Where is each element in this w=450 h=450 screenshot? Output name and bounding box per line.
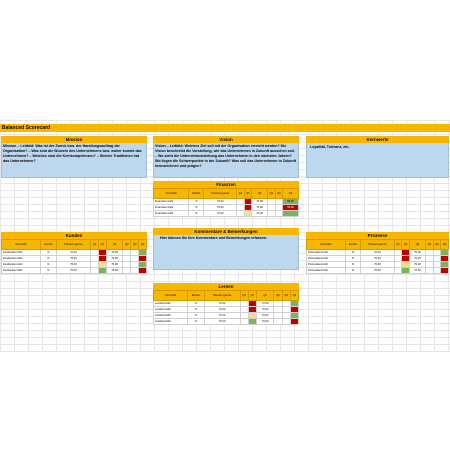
prozesse-cell[interactable]: Prozesskennzahl [307, 256, 346, 262]
finanzen-col-header: Q3 [283, 189, 299, 199]
prozesse-cell[interactable]: 70,00 [361, 268, 394, 274]
kunden-cell[interactable]: 70,00 [56, 268, 90, 274]
mission-text: Mission – Leitbild: Was ist der Zweck bzw. der Handlungsauftrag der Organisation? – Was sind die Wurzeln des Unternehmens bzw. woher kommt das Unternehmen? – Welches sind die Kernkompetenzen? – Welche Traditionen hat das Unternehmen? [3, 144, 142, 163]
prozesse-cell[interactable]: Prozesskennzahl [307, 268, 346, 274]
finanzen-col-header: Q3 [275, 189, 282, 199]
finanzen-table [153, 188, 299, 217]
kunden-cell[interactable] [123, 268, 131, 274]
lernen-cell[interactable]: 70,00 [256, 307, 273, 313]
lernen-col-header: Q2 [256, 291, 273, 301]
finanzen-col-header: Q2 [252, 189, 268, 199]
lernen-cell[interactable] [240, 319, 248, 325]
lernen-cell[interactable]: % [188, 319, 204, 325]
lernen-col-header: Kennzahl [154, 291, 188, 301]
prozesse-cell[interactable] [426, 268, 434, 274]
prozesse-col-header: Einheit [345, 240, 360, 250]
lernen-cell[interactable]: % [188, 313, 204, 319]
lernen-col-header: Q1 [248, 291, 256, 301]
finanzen-cell[interactable] [268, 211, 275, 217]
lernen-cell[interactable]: % [188, 301, 204, 307]
scorecard-title-bar [0, 124, 450, 132]
lernen-header-row [154, 291, 299, 301]
finanzen-cell[interactable]: 70,00 [204, 205, 237, 211]
lernen-col-header: Einheit [188, 291, 204, 301]
lernen-cell[interactable]: % [188, 307, 204, 313]
kunden-cell[interactable]: 70,00 [106, 256, 123, 262]
finanzen-cell[interactable]: 70,00 [252, 199, 268, 205]
finanzen-col-header: Q1 [237, 189, 244, 199]
prozesse-cell[interactable]: 70,00 [409, 256, 425, 262]
finanzen-cell[interactable]: 90,00 [283, 199, 299, 205]
prozesse-cell[interactable]: % [345, 250, 360, 256]
prozesse-cell[interactable]: 70,00 [409, 262, 425, 268]
prozesse-cell[interactable]: % [345, 268, 360, 274]
kommentare-header: Kommentare & Bemerkungen [153, 228, 299, 235]
kunden-row [2, 268, 147, 274]
finanzen-cell[interactable] [244, 211, 251, 217]
kunden-header-row [2, 240, 147, 250]
lernen-cell[interactable] [282, 319, 290, 325]
kunden-col-header: Toleranz-grenze [56, 240, 90, 250]
kunden-col-header: Einheit [41, 240, 57, 250]
lernen-cell[interactable]: Lernkennzahl [154, 301, 188, 307]
kunden-header: Kunden [1, 232, 147, 239]
finanzen-col-header: Einheit [189, 189, 204, 199]
finanzen-cell[interactable]: % [189, 199, 204, 205]
finanzen-cell[interactable] [283, 211, 299, 217]
finanzen-cell[interactable]: 70,00 [204, 211, 237, 217]
prozesse-cell[interactable]: 70,00 [361, 250, 394, 256]
finanzen-row [154, 211, 299, 217]
finanzen-header-row [154, 189, 299, 199]
finanzen-cell[interactable]: % [189, 205, 204, 211]
prozesse-col-header: Q3 [441, 240, 449, 250]
kunden-cell[interactable]: Kundenkennzahl [2, 250, 41, 256]
finanzen-cell[interactable]: 70,00 [204, 199, 237, 205]
lernen-cell[interactable]: 70,00 [204, 301, 240, 307]
lernen-cell[interactable]: 70,00 [204, 313, 240, 319]
prozesse-cell[interactable]: % [345, 262, 360, 268]
kunden-cell[interactable]: 70,00 [106, 262, 123, 268]
prozesse-header-row [307, 240, 449, 250]
lernen-header: Lernen [153, 283, 299, 290]
kunden-cell[interactable]: % [41, 262, 57, 268]
kunden-cell[interactable]: 70,00 [56, 256, 90, 262]
kunden-col-header: Q3 [139, 240, 147, 250]
kunden-cell[interactable]: 70,00 [106, 268, 123, 274]
kunden-col-header: Q2 [123, 240, 131, 250]
finanzen-header: Finanzen [153, 181, 299, 188]
finanzen-cell[interactable]: 70,00 [252, 211, 268, 217]
finanzen-col-header: Q1 [244, 189, 251, 199]
lernen-cell[interactable]: Lernkennzahl [154, 319, 188, 325]
lernen-col-header: Q3 [282, 291, 290, 301]
kunden-cell[interactable]: % [41, 256, 57, 262]
prozesse-cell[interactable]: 70,00 [409, 268, 425, 274]
kunden-cell[interactable]: Kundenkennzahl [2, 268, 41, 274]
prozesse-cell[interactable]: 70,00 [361, 256, 394, 262]
prozesse-cell[interactable]: 70,00 [409, 250, 425, 256]
kunden-col-header: Q3 [131, 240, 139, 250]
werte-header: Kernwerte [306, 136, 449, 143]
kunden-cell[interactable] [131, 268, 139, 274]
kunden-col-header: Q2 [106, 240, 123, 250]
lernen-row [154, 319, 299, 325]
kunden-cell[interactable]: % [41, 268, 57, 274]
finanzen-cell[interactable]: Finanzkennzahl [154, 211, 189, 217]
prozesse-col-header: Toleranz-grenze [361, 240, 394, 250]
finanzen-cell[interactable] [275, 211, 282, 217]
prozesse-col-header: Q3 [433, 240, 441, 250]
prozesse-col-header: Q1 [394, 240, 402, 250]
lernen-col-header: Q1 [240, 291, 248, 301]
vision-header: Vision [153, 136, 299, 143]
vision-text: Vision – Leitbild: Welches Ziel soll mit der Organisation erreicht werden? Die Vision beschreibt die Vorstellung, wie das Unternehmen in Zukunft aussehen soll. – Wo sieht die Unternehmensleitung das Unternehmen in den nächsten Jahren? Wo liegen die Schwerpunkte in der Zukunft? Was soll das Unternehmen in Zukunft kennzeichnen und prägen? [155, 144, 296, 168]
kunden-cell[interactable] [91, 268, 99, 274]
lernen-cell[interactable]: Lernkennzahl [154, 313, 188, 319]
prozesse-cell[interactable] [402, 268, 410, 274]
prozesse-table [306, 239, 449, 274]
kunden-cell[interactable] [139, 268, 147, 274]
lernen-cell[interactable] [274, 319, 282, 325]
lernen-col-header: Toleranz-grenze [204, 291, 240, 301]
prozesse-cell[interactable] [441, 268, 449, 274]
kommentare-text: Hier können Sie Ihre Kommentare und Bemerkungen erfassen. [160, 236, 268, 240]
kunden-cell[interactable] [98, 268, 106, 274]
kunden-cell[interactable]: 70,00 [56, 262, 90, 268]
kunden-col-header: Q1 [91, 240, 99, 250]
lernen-cell[interactable]: Lernkennzahl [154, 307, 188, 313]
kunden-cell[interactable]: Kundenkennzahl [2, 262, 41, 268]
finanzen-cell[interactable] [237, 211, 244, 217]
prozesse-col-header: Q1 [402, 240, 410, 250]
finanzen-cell[interactable]: % [189, 211, 204, 217]
lernen-table [153, 290, 299, 325]
finanzen-col-header: Toleranz-grenze [204, 189, 237, 199]
finanzen-cell[interactable]: Finanzkennzahl [154, 205, 189, 211]
finanzen-cell[interactable]: 70,00 [252, 205, 268, 211]
kunden-cell[interactable]: 70,00 [106, 250, 123, 256]
finanzen-cell[interactable]: 50,00 [283, 205, 299, 211]
prozesse-cell[interactable] [394, 268, 402, 274]
mission-header: Mission [1, 136, 147, 143]
lernen-col-header: Q3 [290, 291, 298, 301]
prozesse-col-header: Q2 [409, 240, 425, 250]
prozesse-col-header: Q2 [426, 240, 434, 250]
finanzen-col-header: Q2 [268, 189, 275, 199]
lernen-cell[interactable]: 70,00 [204, 319, 240, 325]
prozesse-cell[interactable]: % [345, 256, 360, 262]
lernen-cell[interactable]: 70,00 [256, 319, 273, 325]
prozesse-cell[interactable]: Prozesskennzahl [307, 250, 346, 256]
prozesse-cell[interactable]: Prozesskennzahl [307, 262, 346, 268]
lernen-cell[interactable]: 70,00 [204, 307, 240, 313]
kunden-table [1, 239, 147, 274]
lernen-cell[interactable] [248, 319, 256, 325]
kunden-col-header: Q1 [98, 240, 106, 250]
kunden-cell[interactable]: 70,00 [56, 250, 90, 256]
finanzen-cell[interactable]: Finanzkennzahl [154, 199, 189, 205]
scorecard-title: Balanced Scorecard [2, 125, 51, 131]
kunden-cell[interactable]: Kundenkennzahl [2, 256, 41, 262]
prozesse-cell[interactable]: 70,00 [361, 262, 394, 268]
finanzen-col-header: Kennzahl [154, 189, 189, 199]
werte-text: Loyalität, Toleranz, etc. [310, 145, 350, 149]
kunden-cell[interactable]: % [41, 250, 57, 256]
prozesse-header: Prozesse [306, 232, 449, 239]
lernen-col-header: Q2 [274, 291, 282, 301]
prozesse-cell[interactable] [433, 268, 441, 274]
kunden-col-header: Kennzahl [2, 240, 41, 250]
lernen-cell[interactable]: 70,00 [256, 301, 273, 307]
prozesse-row [307, 268, 449, 274]
prozesse-col-header: Kennzahl [307, 240, 346, 250]
lernen-cell[interactable]: 70,00 [256, 313, 273, 319]
lernen-cell[interactable] [290, 319, 298, 325]
